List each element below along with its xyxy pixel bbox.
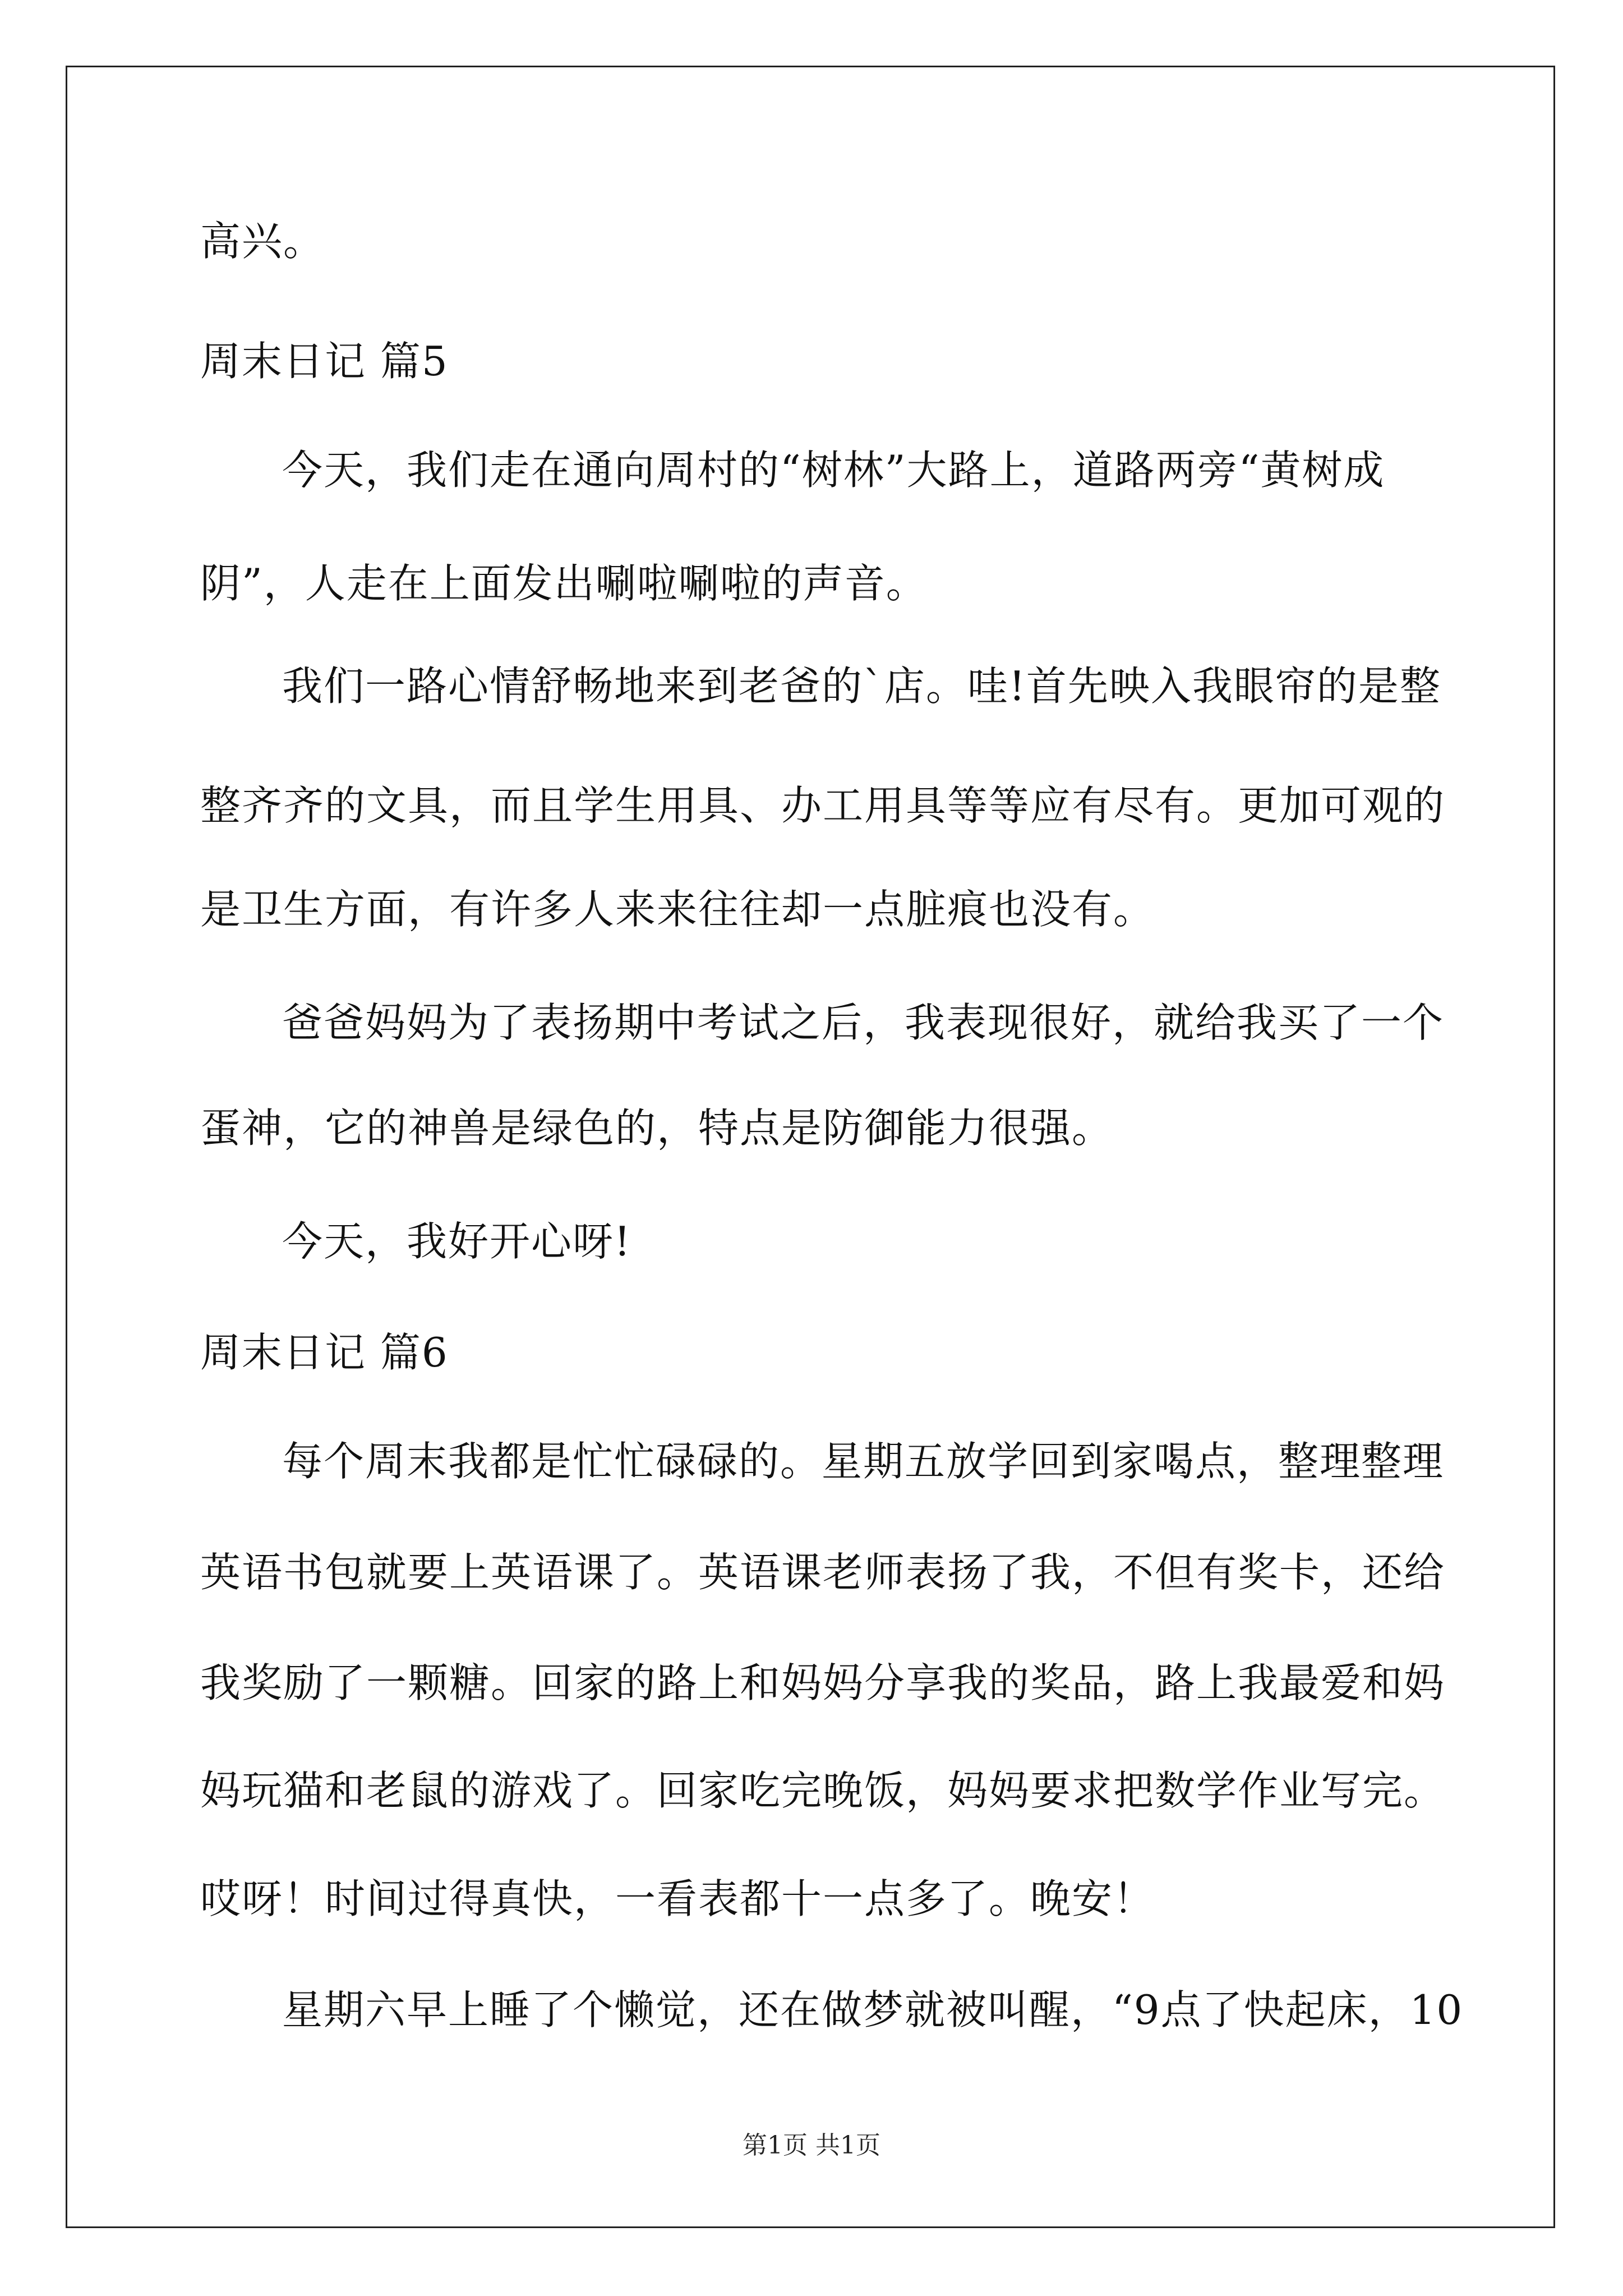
paragraph-line: 妈玩猫和老鼠的游戏了。回家吃完晚饭，妈妈要求把数学作业写完。 (200, 1767, 1446, 1814)
paragraph-line: 我们一路心情舒畅地来到老爸的`店。哇!首先映入我眼帘的是整 (282, 662, 1441, 710)
paragraph-line: 是卫生方面，有许多人来来往往却一点脏痕也没有。 (200, 886, 1155, 933)
paragraph-line: 英语书包就要上英语课了。英语课老师表扬了我，不但有奖卡，还给 (200, 1549, 1446, 1596)
paragraph-line: 今天，我们走在通向周村的“树林”大路上，道路两旁“黄树成 (282, 447, 1385, 494)
section-heading: 周末日记 篇5 (200, 338, 449, 385)
section-heading: 周末日记 篇6 (200, 1329, 449, 1376)
paragraph-line: 高兴。 (200, 218, 325, 265)
paragraph-line: 今天，我好开心呀! (282, 1218, 631, 1265)
paragraph-line: 阴”，人走在上面发出唰啦唰啦的声音。 (200, 560, 928, 607)
paragraph-line: 爸爸妈妈为了表扬期中考试之后，我表现很好，就给我买了一个 (282, 999, 1445, 1046)
paragraph-line: 我奖励了一颗糖。回家的路上和妈妈分享我的奖品，路上我最爱和妈 (200, 1659, 1446, 1706)
page-number: 第1页 共1页 (743, 2131, 880, 2160)
paragraph-line: 整齐齐的文具，而且学生用具、办工用具等等应有尽有。更加可观的 (200, 782, 1446, 829)
paragraph-line: 蛋神，它的神兽是绿色的，特点是防御能力很强。 (200, 1105, 1114, 1152)
paragraph-line: 哎呀！时间过得真快，一看表都十一点多了。晚安！ (200, 1875, 1155, 1922)
paragraph-line: 星期六早上睡了个懒觉，还在做梦就被叫醒，“9点了快起床，10 (282, 1986, 1464, 2033)
paragraph-line: 每个周末我都是忙忙碌碌的。星期五放学回到家喝点，整理整理 (282, 1438, 1445, 1485)
